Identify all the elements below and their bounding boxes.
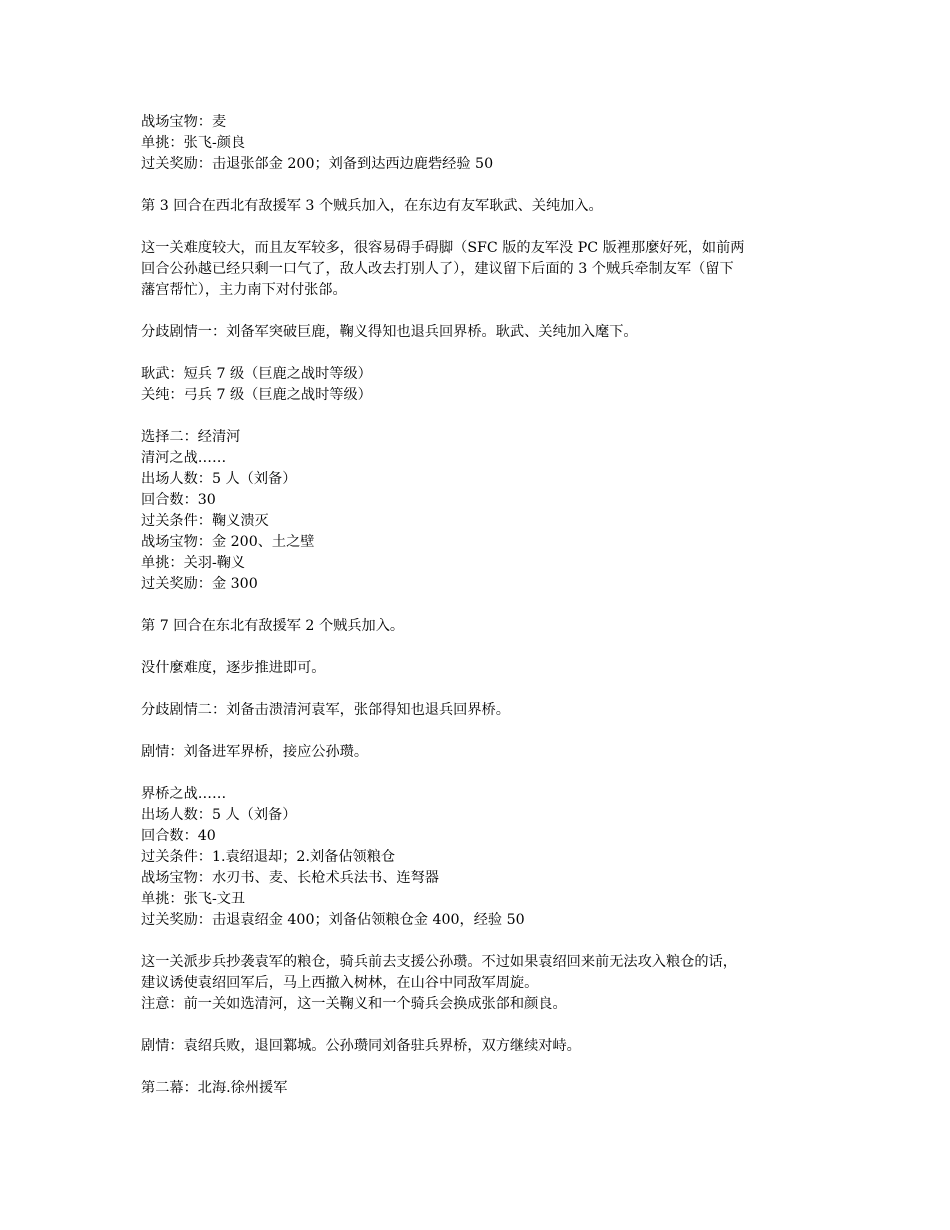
text-line: 剧情：刘备进军界桥，接应公孙瓒。 xyxy=(141,744,369,760)
text-line: 第 7 回合在东北有敌援军 2 个贼兵加入。 xyxy=(141,618,405,634)
text-line: 战场宝物：金 200、土之壁 xyxy=(141,534,315,550)
text-line: 注意：前一关如选清河，这一关鞠义和一个骑兵会换成张郃和颜良。 xyxy=(141,996,567,1012)
paragraph-gap xyxy=(141,763,831,784)
text-line: 出场人数：5 人（刘备） xyxy=(141,471,297,487)
paragraph xyxy=(141,616,831,637)
text-line: 第 3 回合在西北有敌援军 3 个贼兵加入，在东边有友军耿武、关纯加入。 xyxy=(141,198,603,214)
paragraph xyxy=(141,700,831,721)
paragraph-gap xyxy=(141,301,831,322)
text-line: 剧情：袁绍兵败，退回鄴城。公孙瓒同刘备驻兵界桥，双方继续对峙。 xyxy=(141,1038,581,1054)
paragraph xyxy=(141,1078,831,1099)
text-line: 过关条件：鞠义溃灭 xyxy=(141,513,269,529)
text-line: 回合公孙越已经只剩一口气了，敌人改去打别人了），建议留下后面的 3 个贼兵牵制友军（留下 xyxy=(141,261,734,277)
paragraph-gap xyxy=(141,637,831,658)
paragraph-gap xyxy=(141,217,831,238)
text-line: 耿武：短兵 7 级（巨鹿之战时等级） xyxy=(141,366,372,382)
text-line: 第二幕：北海.徐州援军 xyxy=(141,1080,288,1096)
paragraph xyxy=(141,1036,831,1057)
paragraph-gap xyxy=(141,1057,831,1078)
text-line: 单挑：张飞-颜良 xyxy=(141,135,246,151)
text-line: 分歧剧情一：刘备军突破巨鹿，鞠义得知也退兵回界桥。耿武、关纯加入麾下。 xyxy=(141,324,638,340)
paragraph xyxy=(141,427,831,595)
text-line: 出场人数：5 人（刘备） xyxy=(141,807,297,823)
paragraph-gap xyxy=(141,175,831,196)
text-line: 选择二：经清河 xyxy=(141,429,241,445)
text-line: 清河之战…… xyxy=(141,450,227,466)
text-line: 过关奖励：击退张郃金 200；刘备到达西边鹿砦经验 50 xyxy=(141,156,494,172)
text-line: 关纯：弓兵 7 级（巨鹿之战时等级） xyxy=(141,387,372,403)
text-line: 过关条件：1.袁绍退却；2.刘备佔领粮仓 xyxy=(141,849,396,865)
paragraph xyxy=(141,658,831,679)
text-line: 过关奖励：击退袁绍金 400；刘备佔领粮仓金 400，经验 50 xyxy=(141,912,525,928)
text-line: 分歧剧情二：刘备击溃清河袁军，张郃得知也退兵回界桥。 xyxy=(141,702,510,718)
text-line: 回合数：40 xyxy=(141,828,216,844)
text-line: 单挑：关羽-鞠义 xyxy=(141,555,246,571)
paragraph-gap xyxy=(141,721,831,742)
paragraph xyxy=(141,952,831,1015)
text-line: 建议诱使袁绍回军后，马上西撤入树林，在山谷中同敌军周旋。 xyxy=(141,975,539,991)
paragraph xyxy=(141,238,831,301)
paragraph xyxy=(141,322,831,343)
text-line: 过关奖励：金 300 xyxy=(141,576,258,592)
text-line: 界桥之战…… xyxy=(141,786,227,802)
text-line: 没什麼难度，逐步推进即可。 xyxy=(141,660,326,676)
paragraph xyxy=(141,196,831,217)
paragraph-gap xyxy=(141,406,831,427)
paragraph xyxy=(141,112,831,175)
paragraph xyxy=(141,784,831,931)
document-body xyxy=(141,112,831,1099)
paragraph-gap xyxy=(141,679,831,700)
text-line: 藩宫帮忙），主力南下对付张郃。 xyxy=(141,282,347,298)
text-line: 这一关派步兵抄袭袁军的粮仓，骑兵前去支援公孙瓒。不过如果袁绍回来前无法攻入粮仓的话， xyxy=(141,954,737,970)
text-line: 单挑：张飞-文丑 xyxy=(141,891,246,907)
paragraph xyxy=(141,742,831,763)
text-line: 回合数：30 xyxy=(141,492,216,508)
paragraph xyxy=(141,364,831,406)
paragraph-gap xyxy=(141,1015,831,1036)
text-line: 战场宝物：麦 xyxy=(141,114,227,130)
text-line: 这一关难度较大，而且友军较多，很容易碍手碍脚（SFC 版的友军没 PC 版裡那麼好死，如前两 xyxy=(141,240,745,256)
paragraph-gap xyxy=(141,931,831,952)
text-line: 战场宝物：水刃书、麦、长枪术兵法书、连弩器 xyxy=(141,870,439,886)
paragraph-gap xyxy=(141,595,831,616)
paragraph-gap xyxy=(141,343,831,364)
